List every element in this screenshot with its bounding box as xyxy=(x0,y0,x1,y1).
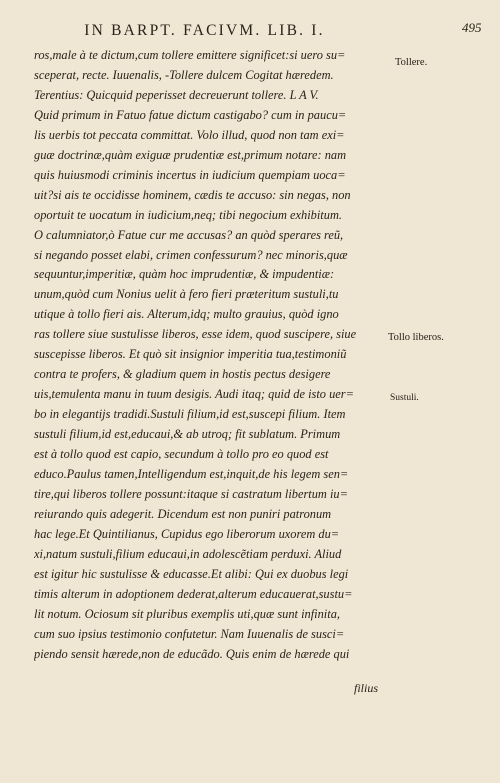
text-line: hac lege.Et Quintilianus, Cupidus ego liberorum uxorem du= xyxy=(34,526,340,541)
text-line: ras tollere siue sustulisse liberos, esse idem, quod suscipere, siue xyxy=(34,327,357,342)
marginal-note-tollere: Tollere. xyxy=(395,57,428,68)
text-line: guæ doctrinæ,quàm exiguæ prudentiæ est,primum notare: nam xyxy=(34,147,347,162)
text-line: Quid primum in Fatuo fatue dictum castigabo? cum in paucu= xyxy=(34,107,347,122)
text-line: unum,quòd cum Nonius uelit à fero fieri præteritum sustuli,tu xyxy=(34,287,339,302)
text-line: cum suo ipsius testimonio confutetur. Nam Iuuenalis de susci= xyxy=(34,626,345,641)
text-line: quis huiusmodi criminis incertus in iudicium quempiam uoca= xyxy=(34,167,346,182)
text-line: piendo sensit hærede,non de educãdo. Quis enim de hærede qui xyxy=(34,646,350,661)
text-line: contra te profers, & gladium quem in hostis pectus desigere xyxy=(34,367,331,382)
text-line: sustuli filium,id est,educaui,& ab utroq; fit sublatum. Primum xyxy=(34,427,341,442)
text-line: tire,qui liberos tollere possunt:itaque si castratum libertum iu= xyxy=(34,486,348,501)
running-title: IN BARPT. FACIVM. LIB. I. xyxy=(84,22,325,39)
text-line: educo.Paulus tamen,Intelligendum est,inquit,de his legem sen= xyxy=(34,467,349,482)
text-line: est igitur hic sustulisse & educasse.Et alibi: Qui ex duobus legi xyxy=(34,566,349,581)
text-line: oportuit te uocatum in iudicium,neq; tibi negocium exhibitum. xyxy=(34,207,342,222)
main-text-block xyxy=(34,46,386,665)
folio-number: 495 xyxy=(462,20,482,35)
text-line: sequuntur,imperitiæ, quàm hoc imprudentiæ, & impudentiæ: xyxy=(34,267,335,282)
text-line: uit?si ais te occidisse hominem, cædis te accuso: sin negas, non xyxy=(34,187,351,202)
text-line: lit notum. Ociosum sit pluribus exemplis uti,quæ sunt infinita, xyxy=(34,606,340,621)
text-line: O calumniator,ò Fatue cur me accusas? an quòd sperares reũ, xyxy=(34,227,344,242)
catchword: filius xyxy=(354,681,379,695)
text-line: reiurando quis adegerit. Dicendum est non puniri patronum xyxy=(34,506,332,521)
marginal-note-tollo-liberos: Tollo liberos. xyxy=(388,332,444,343)
text-line: sceperat, recte. Iuuenalis, -Tollere dulcem Cogitat hæredem. xyxy=(34,67,334,82)
text-line: suscepisse liberos. Et quò sit insignior imperitia tua,testimoniũ xyxy=(34,347,347,362)
text-line: lis uerbis tot peccata committat. Volo illud, quod non tam exi= xyxy=(34,127,345,142)
text-line: uis,temulenta manu in tuum desigis. Audi itaq; quid de isto uer= xyxy=(34,387,354,402)
text-line: est à tollo quod est capio, secundum à tollo pro eo quod est xyxy=(34,447,329,462)
text-line: timis alterum in adoptionem dederat,alterum educauerat,sustu= xyxy=(34,586,353,601)
text-line: bo in elegantijs tradidi.Sustuli filium,id est,suscepi filium. Item xyxy=(34,407,346,422)
text-line: ros,male à te dictum,cum tollere emittere significet:si uero su= xyxy=(34,48,346,62)
text-line: si negando posset elabi, crimen confessurum? nec minoris,quæ xyxy=(34,247,348,262)
text-line: Terentius: Quicquid peperisset decreuerunt tollere. L A V. xyxy=(34,87,319,102)
text-line: utique à tollo fieri ais. Alterum,idq; multo grauius, quòd igno xyxy=(34,307,339,322)
text-line: xi,natum sustuli,filium educaui,in adolescẽtiam perduxi. Aliud xyxy=(34,546,342,561)
marginal-note-sustuli: Sustuli. xyxy=(390,393,419,403)
